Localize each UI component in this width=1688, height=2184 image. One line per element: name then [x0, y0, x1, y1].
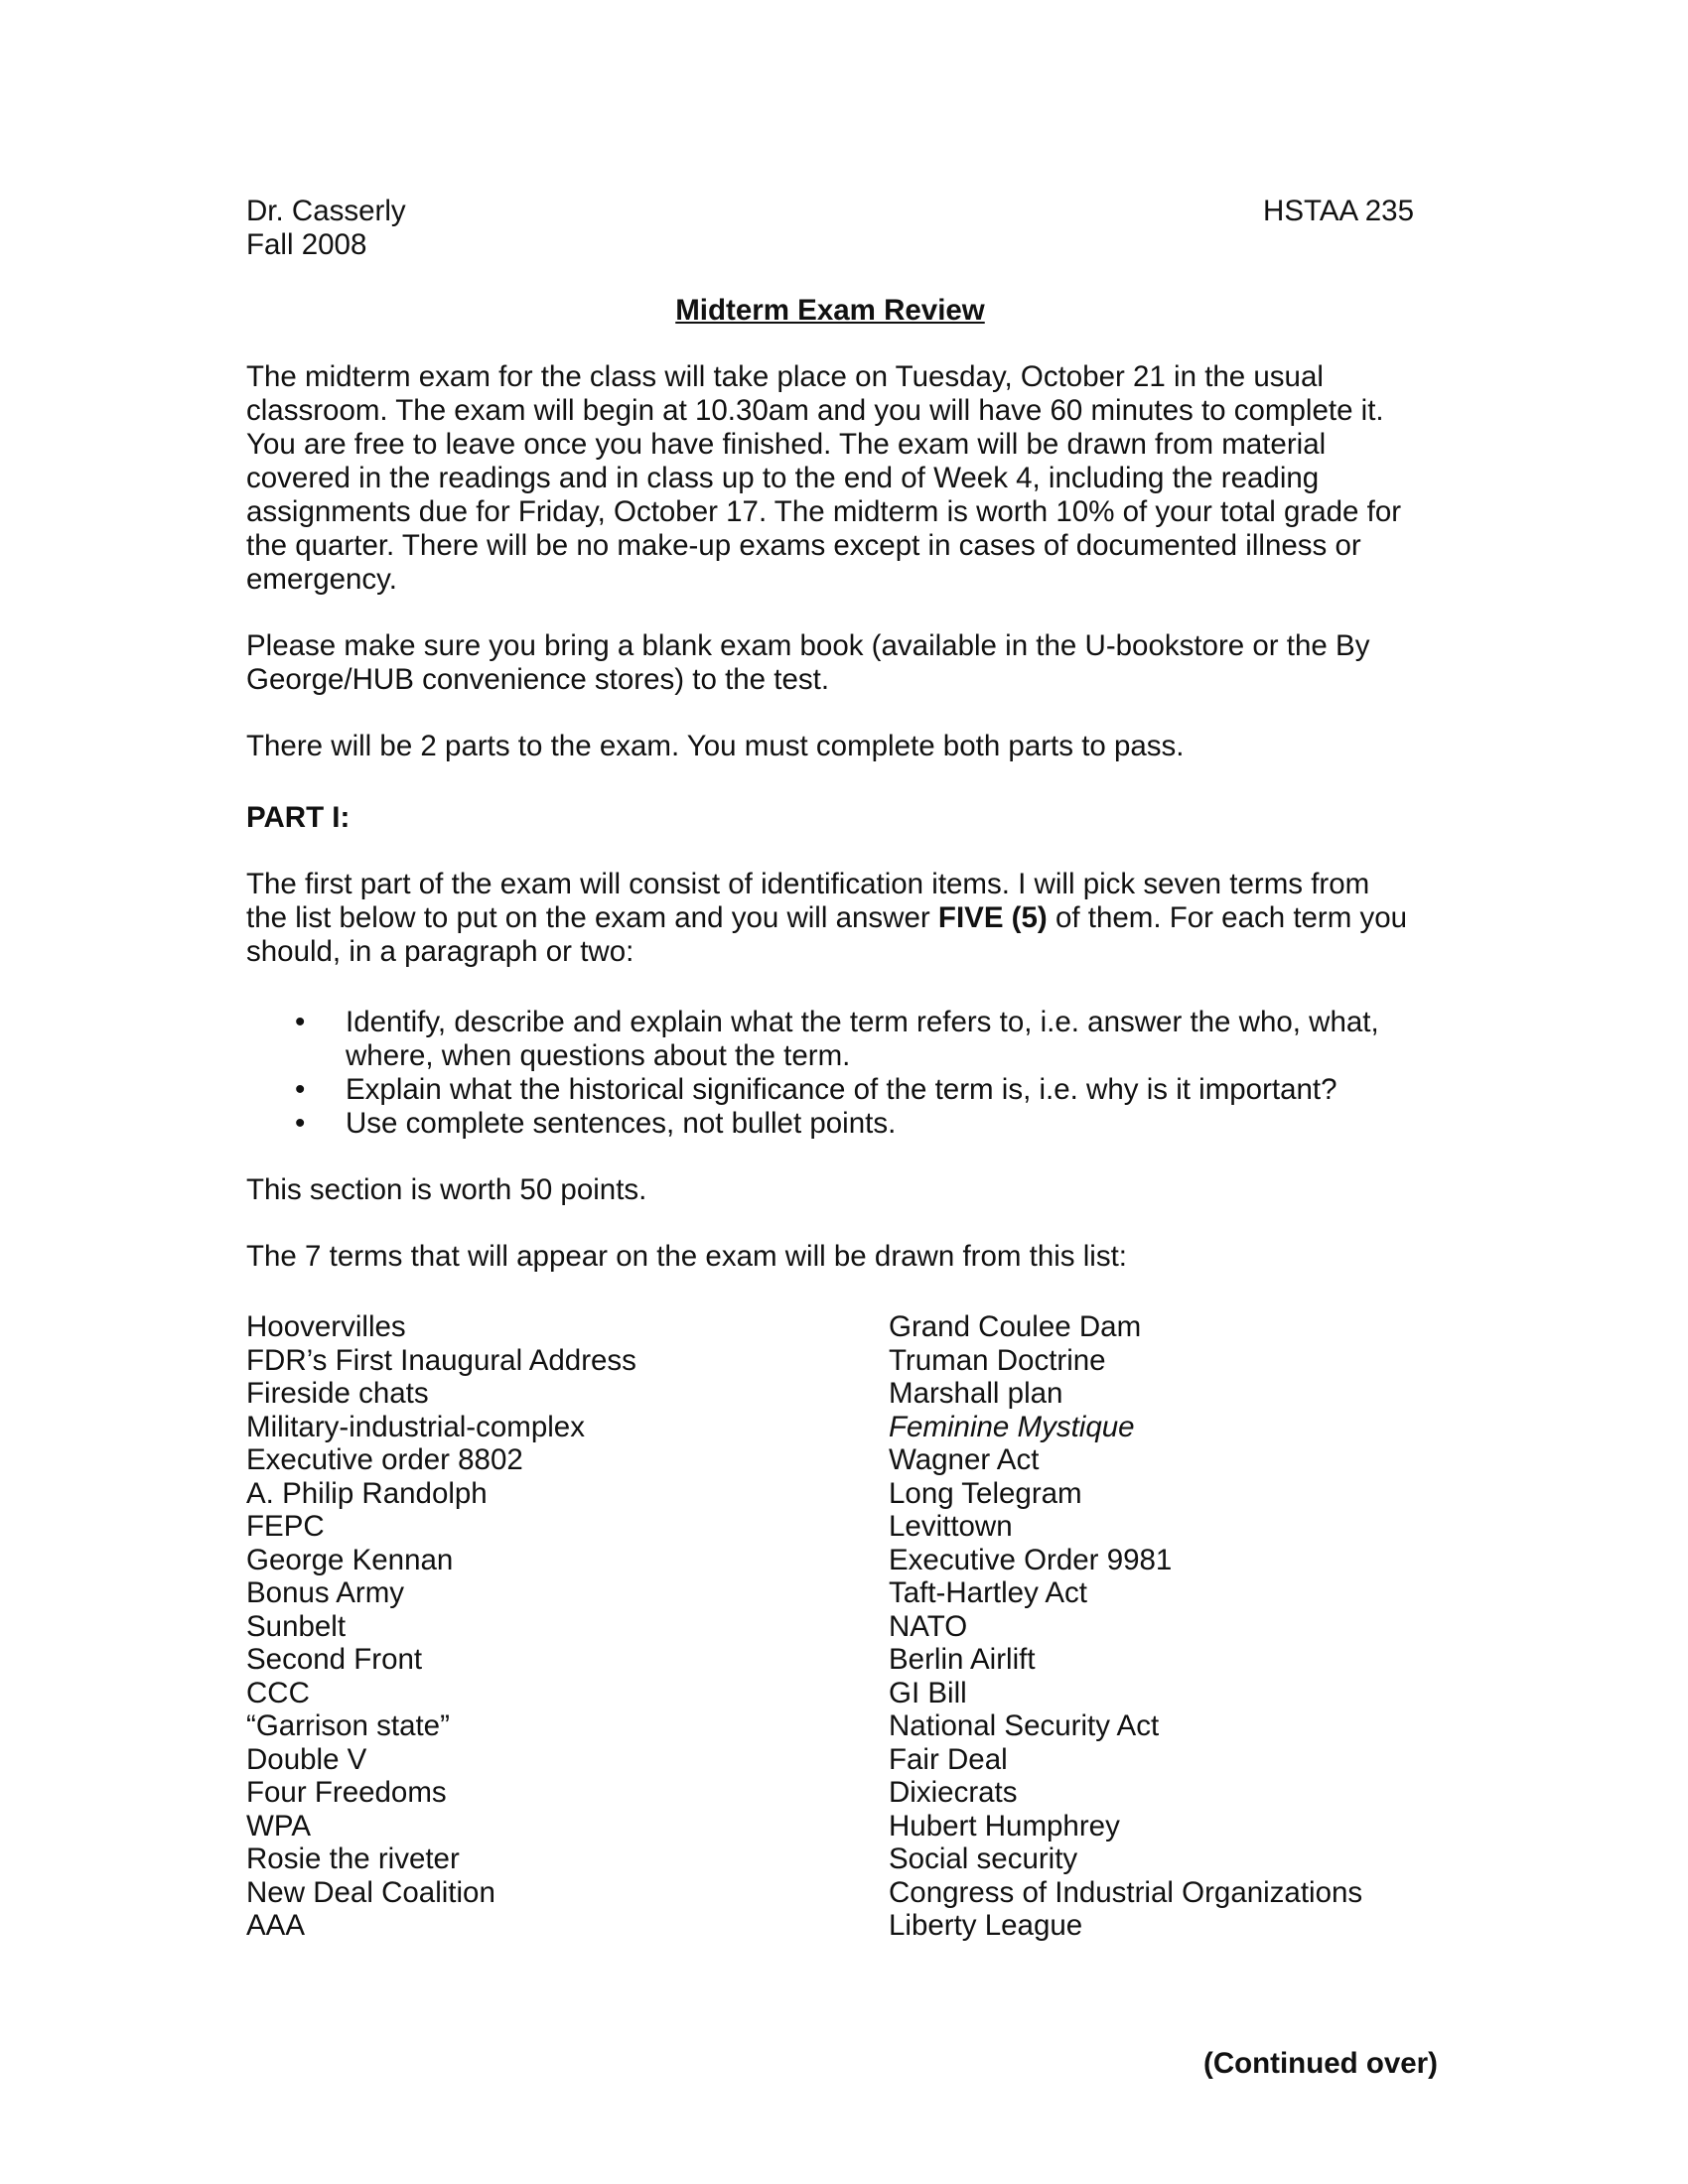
part-1-intro-paragraph	[246, 868, 1414, 969]
term-list-item: Sunbelt	[246, 1609, 347, 1643]
instructions-bullet-list	[246, 1006, 1414, 1141]
bullet-dot-icon: •	[295, 1073, 306, 1106]
term-list-item: Second Front	[246, 1643, 423, 1676]
two-parts-paragraph: There will be 2 parts to the exam. You must complete both parts to pass.	[246, 730, 1185, 762]
course-code: HSTAA 235	[1263, 195, 1414, 227]
part-1-intro-emphasis: FIVE (5)	[937, 901, 1048, 934]
term-list-item: Long Telegram	[889, 1476, 1082, 1510]
term-list-item: Liberty League	[889, 1909, 1083, 1942]
term-list-item: Executive Order 9981	[889, 1543, 1173, 1576]
term-list-item: FEPC	[246, 1510, 325, 1543]
term-list-item: Truman Doctrine	[889, 1343, 1106, 1377]
term-list-item: A. Philip Randolph	[246, 1476, 488, 1510]
term-list-item: Fireside chats	[246, 1377, 429, 1410]
term-list-item: Hoovervilles	[246, 1310, 406, 1343]
term-list-item: Fair Deal	[889, 1742, 1008, 1776]
intro-paragraph: The midterm exam for the class will take place on Tuesday, October 21 in the usual classroom. The exam will begin at 10.30am and you will have 60 minutes to complete it. You are free to leave once you have finished. The exam will be drawn from material covered in the readings and in class up to the end of Week 4, including the reading assignments due for Friday, October 17. The midterm is worth 10% of your total grade for the quarter. There will be no make-up exams except in cases of documented illness or emergency.	[246, 360, 1402, 596]
term-list-item: Double V	[246, 1742, 367, 1776]
terms-intro-paragraph: The 7 terms that will appear on the exam will be drawn from this list:	[246, 1240, 1128, 1273]
term-list-item: AAA	[246, 1909, 306, 1942]
continued-over-note: (Continued over)	[1203, 2047, 1438, 2080]
term-list-item: GI Bill	[889, 1676, 967, 1709]
term-label: Fall 2008	[246, 228, 367, 261]
exam-review-page	[246, 195, 1438, 1985]
term-list-item: Marshall plan	[889, 1377, 1063, 1410]
term-list-item: Taft-Hartley Act	[889, 1576, 1088, 1609]
term-list-item: Levittown	[889, 1510, 1013, 1543]
term-list-item: Feminine Mystique	[889, 1410, 1135, 1443]
bullet-text: Use complete sentences, not bullet points.	[346, 1107, 897, 1140]
section-worth-paragraph: This section is worth 50 points.	[246, 1173, 647, 1206]
term-list-item: Dixiecrats	[889, 1776, 1018, 1809]
bullet-item-significance	[246, 1073, 1414, 1107]
term-list-item: Hubert Humphrey	[889, 1809, 1120, 1843]
term-list-item: George Kennan	[246, 1543, 454, 1576]
term-list-item: NATO	[889, 1609, 968, 1643]
document-header	[246, 195, 1414, 228]
part-1-intro-text-b: of them. For each term you should, in a paragraph or two:	[246, 901, 1408, 968]
terms-list	[246, 1310, 1414, 1985]
term-list-item: Rosie the riveter	[246, 1843, 460, 1875]
bullet-item-sentences	[246, 1107, 1414, 1141]
term-list-item: Four Freedoms	[246, 1776, 447, 1809]
bullet-text: Explain what the historical significance of the term is, i.e. why is it important?	[346, 1073, 1337, 1106]
bullet-item-identify	[246, 1006, 1414, 1073]
bullet-dot-icon: •	[295, 1107, 306, 1140]
exam-book-paragraph: Please make sure you bring a blank exam book (available in the U-bookstore or the By George/HUB convenience stores) to the test.	[246, 629, 1370, 696]
terms-left-column	[246, 1310, 636, 1943]
terms-right-column	[889, 1310, 1362, 1943]
part-1-heading: PART I:	[246, 801, 351, 834]
bullet-dot-icon: •	[295, 1006, 306, 1038]
term-list-item: National Security Act	[889, 1709, 1160, 1742]
term-list-item: New Deal Coalition	[246, 1875, 495, 1909]
part-1-intro-text-a: The first part of the exam will consist of identification items. I will pick seven terms from the list below to put on the exam and you will answer	[246, 868, 1370, 934]
term-list-item: Military-industrial-complex	[246, 1410, 585, 1443]
term-list-item: Social security	[889, 1843, 1078, 1875]
term-list-item: Congress of Industrial Organizations	[889, 1875, 1363, 1909]
term-list-item: Berlin Airlift	[889, 1643, 1036, 1676]
instructor-name: Dr. Casserly	[246, 195, 406, 227]
term-list-item: FDR’s First Inaugural Address	[246, 1343, 636, 1377]
term-list-item: WPA	[246, 1809, 312, 1843]
term-list-item: Executive order 8802	[246, 1443, 523, 1476]
term-list-item: Bonus Army	[246, 1576, 405, 1609]
page-title: Midterm Exam Review	[675, 294, 985, 327]
term-list-item: “Garrison state”	[246, 1709, 450, 1742]
term-list-item: CCC	[246, 1676, 310, 1709]
bullet-text: Identify, describe and explain what the term refers to, i.e. answer the who, what, where, when questions about the term.	[346, 1006, 1379, 1072]
term-list-item: Grand Coulee Dam	[889, 1310, 1142, 1343]
term-list-item: Wagner Act	[889, 1443, 1040, 1476]
